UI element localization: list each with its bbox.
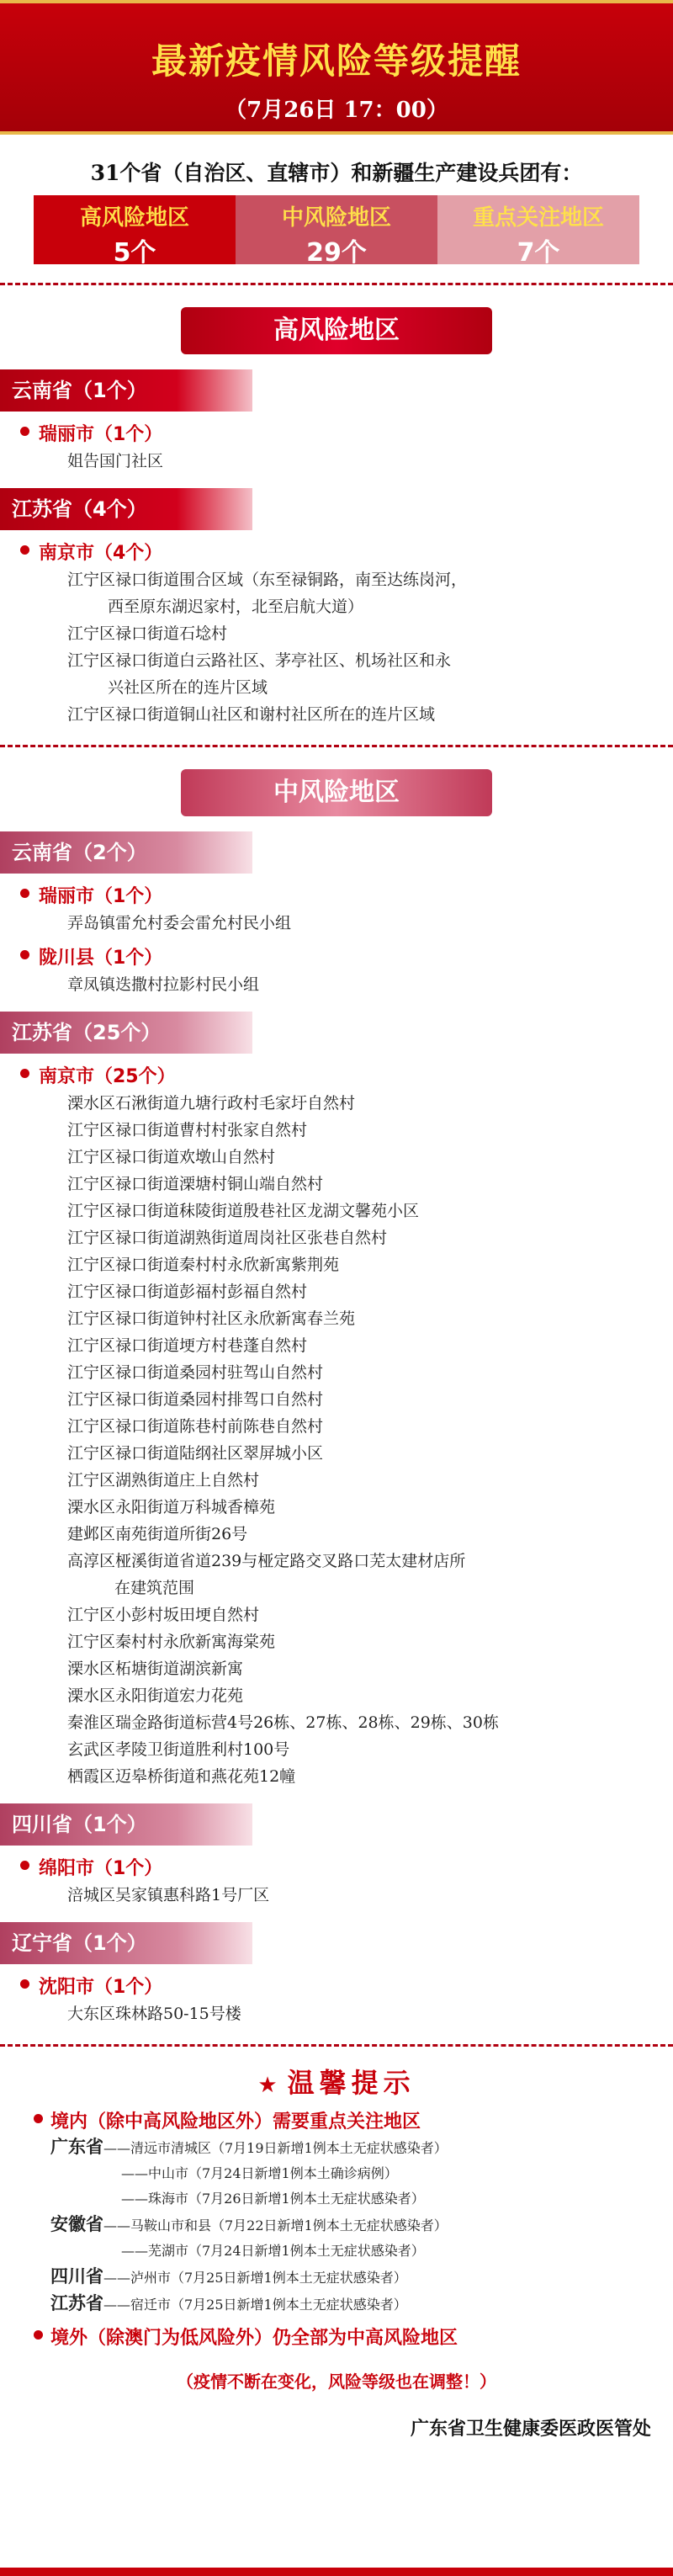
divider [0, 2044, 673, 2047]
intro-text: 31个省（自治区、直辖市）和新疆生产建设兵团有： [90, 161, 583, 185]
list-item: 江宁区禄口街道秦村村永欣新寓紫荆苑 [67, 1256, 340, 1274]
mid-risk-banner: 中风险地区 [181, 769, 492, 816]
summary-count: 7个 [517, 238, 560, 268]
tip-row [50, 2265, 673, 2290]
high-risk-banner: 高风险地区 [181, 307, 492, 354]
tip-text: ——珠海市（7月26日新增1例本土无症状感染者） [121, 2191, 425, 2207]
mid-risk-section [0, 769, 673, 816]
list-item: 溧水区永阳街道万科城香樟苑 [67, 1498, 276, 1516]
tips-title [0, 2062, 673, 2101]
city-heading: 绵阳市（1个） [39, 1854, 673, 1880]
divider [0, 283, 673, 285]
city-heading: 陇川县（1个） [39, 943, 673, 969]
list-item: 西至原东湖迟家村，北至启航大道） [108, 598, 364, 616]
province-bar: 江苏省（4个） [0, 488, 252, 530]
list-item: 江宁区小彭村坂田埂自然村 [67, 1606, 260, 1624]
tip-domestic: 境内（除中高风险地区外）需要重点关注地区 [34, 2107, 673, 2133]
tip-province: 安徽省 [50, 2214, 103, 2234]
city-heading: 南京市（25个） [39, 1062, 673, 1088]
tip-text: ——清远市清城区（7月19日新增1例本土无症状感染者） [103, 2140, 448, 2156]
list-item: 江宁区湖熟街道庄上自然村 [67, 1471, 260, 1490]
tip-text: ——中山市（7月24日新增1例本土确诊病例） [121, 2165, 398, 2181]
list-item: 江宁区禄口街道陆纲社区翠屏城小区 [67, 1444, 324, 1463]
tip-text: ——马鞍山市和县（7月22日新增1例本土无症状感染者） [103, 2217, 448, 2233]
summary-boxes [0, 195, 673, 268]
tip-text: ——芜湖市（7月24日新增1例本土无症状感染者） [121, 2243, 425, 2259]
list-item: 江宁区禄口街道围合区域（东至禄铜路，南至达练岗河， [67, 571, 468, 589]
list-item: 江宁区禄口街道埂方村巷蓬自然村 [67, 1336, 308, 1355]
list-item: 溧水区柘塘街道湖滨新寓 [67, 1660, 244, 1678]
list-item: 姐告国门社区 [67, 452, 164, 470]
list-item: 江宁区禄口街道铜山社区和谢村社区所在的连片区域 [67, 705, 436, 724]
tip-row [50, 2187, 673, 2211]
footer-line [0, 2568, 673, 2576]
tip-note: （疫情不断在变化，风险等级也在调整！） [177, 2372, 496, 2392]
list-item: 弄岛镇雷允村委会雷允村民小组 [67, 914, 292, 932]
header-top-line [0, 0, 673, 3]
list-item: 章凤镇迭撒村拉影村民小组 [67, 975, 260, 994]
list-item: 涪城区吴家镇惠科路1号厂区 [67, 1886, 270, 1904]
summary-mid-risk [236, 195, 437, 268]
update-time: （7月26日 17：00） [225, 98, 448, 123]
list-item: 江宁区禄口街道溧塘村铜山端自然村 [67, 1175, 324, 1193]
list-item: 江宁区禄口街道桑园村排驾口自然村 [67, 1390, 324, 1409]
tip-rows [0, 2135, 673, 2317]
header [0, 0, 673, 135]
tip-abroad: 境外（除澳门为低风险外）仍全部为中高风险地区 [34, 2324, 673, 2350]
tip-row [50, 2239, 673, 2263]
province-bar: 辽宁省（1个） [0, 1922, 252, 1964]
list-item: 江宁区禄口街道秣陵街道殷巷社区龙湖文馨苑小区 [67, 1202, 420, 1220]
tip-row [50, 2162, 673, 2186]
summary-focus-area [437, 195, 639, 268]
high-risk-section [0, 307, 673, 354]
header-bottom-line [0, 131, 673, 135]
issuer-signature: 广东省卫生健康委医政医管处 [410, 2418, 651, 2440]
list-item: 兴社区所在的连片区域 [108, 678, 268, 697]
list-item: 江宁区禄口街道钟村社区永欣新寓春兰苑 [67, 1309, 356, 1328]
list-item: 溧水区永阳街道宏力花苑 [67, 1686, 244, 1705]
list-item: 江宁区禄口街道曹村村张家自然村 [67, 1121, 308, 1139]
city-heading: 瑞丽市（1个） [39, 882, 673, 908]
list-item: 在建筑范围 [114, 1579, 195, 1597]
tip-text: ——宿迁市（7月25日新增1例本土无症状感染者） [103, 2297, 407, 2313]
list-item: 江宁区禄口街道石埝村 [67, 624, 228, 643]
summary-count: 29个 [306, 238, 367, 268]
summary-label: 中风险地区 [281, 205, 391, 231]
nanjing-mid-list [0, 1091, 673, 1788]
summary-high-risk [34, 195, 236, 268]
city-heading: 瑞丽市（1个） [39, 420, 673, 446]
province-bar: 四川省（1个） [0, 1803, 252, 1846]
tip-province: 广东省 [50, 2137, 103, 2157]
list-item: 溧水区石湫街道九塘行政村毛家圩自然村 [67, 1094, 356, 1113]
list-item: 江宁区禄口街道湖熟街道周岗社区张巷自然村 [67, 1229, 388, 1247]
list-item: 江宁区禄口街道陈巷村前陈巷自然村 [67, 1417, 324, 1436]
list-item: 秦淮区瑞金路街道标营4号26栋、27栋、28栋、29栋、30栋 [67, 1713, 499, 1732]
city-heading: 沈阳市（1个） [39, 1973, 673, 1999]
tip-row [50, 2135, 673, 2160]
list-item: 江宁区禄口街道白云路社区、茅亭社区、机场社区和永 [67, 651, 452, 670]
tip-row [50, 2212, 673, 2238]
list-item: 高淳区桠溪街道省道239与桠定路交叉路口芜太建材店所 [67, 1552, 466, 1570]
tip-province: 四川省 [50, 2266, 103, 2287]
summary-label: 高风险地区 [79, 205, 189, 231]
list-item: 江宁区秦村村永欣新寓海棠苑 [67, 1633, 276, 1651]
star-icon: ★ [257, 2073, 283, 2098]
province-bar: 江苏省（25个） [0, 1012, 252, 1054]
tip-text: ——泸州市（7月25日新增1例本土无症状感染者） [103, 2270, 407, 2286]
city-heading: 南京市（4个） [39, 539, 673, 565]
list-item: 玄武区孝陵卫街道胜利村100号 [67, 1740, 290, 1759]
list-item: 江宁区禄口街道欢墩山自然村 [67, 1148, 276, 1166]
list-item: 江宁区禄口街道彭福村彭福自然村 [67, 1283, 308, 1301]
province-bar: 云南省（2个） [0, 831, 252, 874]
divider [0, 745, 673, 747]
list-item: 大东区珠林路50-15号楼 [67, 2005, 241, 2023]
tips-title-text: 温馨提示 [287, 2067, 416, 2099]
list-item: 建邺区南苑街道所街26号 [67, 1525, 248, 1543]
summary-count: 5个 [113, 238, 156, 268]
province-bar: 云南省（1个） [0, 369, 252, 412]
list-item: 江宁区禄口街道桑园村驻驾山自然村 [67, 1363, 324, 1382]
page-title: 最新疫情风险等级提醒 [151, 40, 522, 82]
list-item: 栖霞区迈皋桥街道和燕花苑12幢 [67, 1767, 296, 1786]
tip-province: 江苏省 [50, 2293, 103, 2313]
tip-row [50, 2292, 673, 2317]
summary-label: 重点关注地区 [472, 205, 604, 231]
